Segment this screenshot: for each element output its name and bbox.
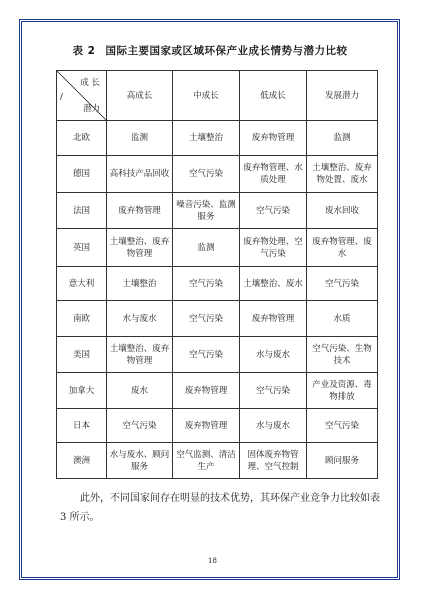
country-cell: 意大利 (57, 267, 107, 301)
table-cell: 水与废水 (107, 301, 173, 337)
table-number: 表 2 (72, 45, 96, 57)
table-row (57, 121, 378, 156)
table-cell: 废弃物处理、空气污染 (240, 229, 307, 267)
table-cell: 水与废水 (240, 409, 307, 443)
table-caption (40, 43, 380, 58)
table-cell: 高科技产品回收 (107, 156, 173, 193)
diagonal-header-cell (57, 71, 107, 121)
table-row (57, 193, 378, 229)
table-title: 国际主要国家或区域环保产业成长情势与潜力比较 (105, 45, 348, 57)
corner-label-potential: 潜力 (82, 104, 100, 114)
table-cell: 废弃物管理 (107, 193, 173, 229)
table-cell: 空气污染 (173, 337, 240, 373)
table-row (57, 443, 378, 479)
table-row (57, 267, 378, 301)
table-cell: 空气污染、生物技术 (307, 337, 378, 373)
table-cell: 监测 (173, 229, 240, 267)
country-cell: 美国 (57, 337, 107, 373)
country-cell: 英国 (57, 229, 107, 267)
table-cell: 固体废弃物管理、空气控制 (240, 443, 307, 479)
table-cell: 废弃物管理 (173, 409, 240, 443)
country-cell: 日本 (57, 409, 107, 443)
country-cell: 澳洲 (57, 443, 107, 479)
column-header: 低成长 (240, 71, 307, 121)
table-cell: 土壤整治、废弃物管理 (107, 337, 173, 373)
table-cell: 土壤整治 (173, 121, 240, 156)
table-cell: 土壤整治 (107, 267, 173, 301)
page-number: 18 (208, 557, 217, 565)
table-cell: 空气污染 (173, 301, 240, 337)
table-cell: 水质 (307, 301, 378, 337)
table-cell: 水与废水、顾问服务 (107, 443, 173, 479)
table-cell: 废弃物管理 (240, 301, 307, 337)
table-row (57, 373, 378, 409)
body-paragraph: 此外，不同国家间存在明显的技术优势，其环保产业竞争力比较如表 3 所示。 (60, 493, 380, 523)
table-cell: 空气污染 (307, 267, 378, 301)
table-row (57, 337, 378, 373)
country-cell: 北欧 (57, 121, 107, 156)
country-cell: 加拿大 (57, 373, 107, 409)
table-cell: 土壤整治、废弃物管理 (107, 229, 173, 267)
table-cell: 空气污染 (173, 156, 240, 193)
table-row (57, 156, 378, 193)
table-cell: 空气污染 (107, 409, 173, 443)
table-cell: 监测 (307, 121, 378, 156)
table-cell: 废弃物管理 (173, 373, 240, 409)
table-cell: 空气污染 (307, 409, 378, 443)
corner-label-slash: / (60, 92, 63, 102)
table-cell: 废弃物管理 (240, 121, 307, 156)
table-cell: 顾问服务 (307, 443, 378, 479)
table-cell: 废水 (107, 373, 173, 409)
table-cell: 废弃物管理、废水 (307, 229, 378, 267)
table-cell: 空气污染 (173, 267, 240, 301)
table-cell: 产业及资源、毒物排放 (307, 373, 378, 409)
country-cell: 南欧 (57, 301, 107, 337)
table-cell: 废弃物管理、水质处理 (240, 156, 307, 193)
table-cell: 监测 (107, 121, 173, 156)
table-row (57, 409, 378, 443)
table-header-row (57, 71, 378, 121)
table-cell: 废水回收 (307, 193, 378, 229)
table-row (57, 301, 378, 337)
table-cell: 空气监测、清洁生产 (173, 443, 240, 479)
table-cell: 空气污染 (240, 373, 307, 409)
table-cell: 土壤整治、废水 (240, 267, 307, 301)
table-cell: 噪音污染、监测服务 (173, 193, 240, 229)
column-header: 中成长 (173, 71, 240, 121)
table-cell: 土壤整治、废弃物处置、废水 (307, 156, 378, 193)
corner-label-growth: 成 长 (80, 78, 100, 88)
table-cell: 水与废水 (240, 337, 307, 373)
table-cell: 空气污染 (240, 193, 307, 229)
country-cell: 德国 (57, 156, 107, 193)
comparison-table (56, 70, 378, 479)
country-cell: 法国 (57, 193, 107, 229)
table-row (57, 229, 378, 267)
column-header: 高成长 (107, 71, 173, 121)
column-header: 发展潜力 (307, 71, 378, 121)
